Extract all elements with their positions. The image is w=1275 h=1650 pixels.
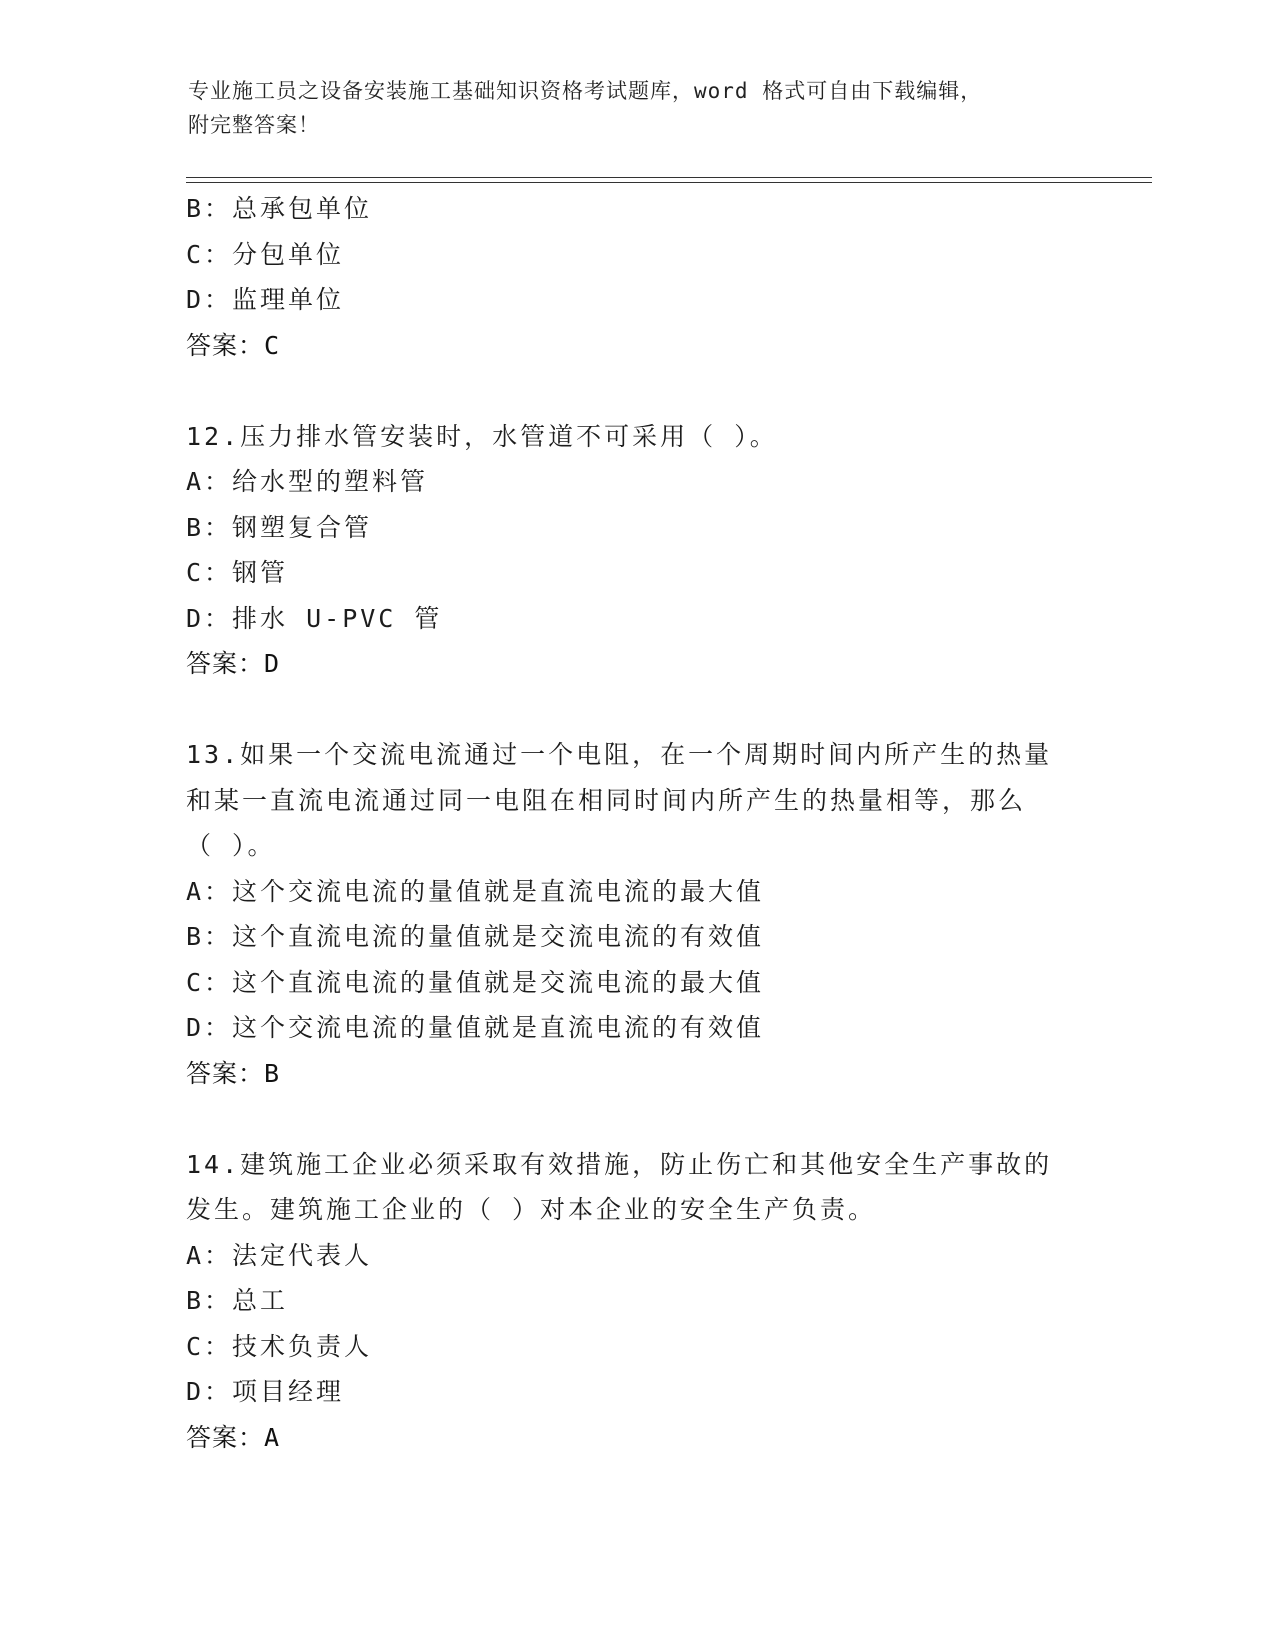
header-line-1: 专业施工员之设备安装施工基础知识资格考试题库，word 格式可自由下载编辑， <box>188 79 983 103</box>
option-c: C：分包单位 <box>186 239 345 269</box>
option-a: A：这个交流电流的量值就是直流电流的最大值 <box>186 876 765 906</box>
question-stem-line-2: 发生。建筑施工企业的（ ）对本企业的安全生产负责。 <box>186 1195 877 1224</box>
question-12 <box>186 414 1086 687</box>
spacer <box>186 368 1086 414</box>
answer-value: B <box>264 1058 281 1088</box>
page-header <box>188 74 1088 142</box>
question-list <box>186 186 1086 1460</box>
answer-value: A <box>264 1422 281 1452</box>
answer-value: C <box>264 330 281 360</box>
header-divider <box>186 177 1152 183</box>
answer-line <box>186 323 1086 369</box>
answer-label: 答案： <box>186 649 265 678</box>
answer-label: 答案： <box>186 1058 265 1088</box>
option-a: A：给水型的塑料管 <box>186 467 429 496</box>
question-stem-line-2: 和某一直流电流通过同一电阻在相同时间内所产生的热量相等，那么 <box>186 785 1027 815</box>
question-14 <box>186 1142 1086 1461</box>
answer-label: 答案： <box>186 1422 265 1452</box>
option-c: C：技术负责人 <box>186 1331 373 1361</box>
option-c: C：这个直流电流的量值就是交流电流的最大值 <box>186 967 765 997</box>
answer-line <box>186 1051 1086 1097</box>
option-b: B：总工 <box>186 1286 289 1315</box>
option-d: D：监理单位 <box>186 285 345 314</box>
spacer <box>186 1096 1086 1142</box>
option-c: C：钢管 <box>186 558 289 587</box>
option-d: D：这个交流电流的量值就是直流电流的有效值 <box>186 1013 765 1042</box>
answer-line <box>186 641 1086 687</box>
question-stem: 12.压力排水管安装时，水管道不可采用（ ）。 <box>186 421 778 451</box>
option-a: A：法定代表人 <box>186 1240 373 1270</box>
question-13 <box>186 732 1086 1096</box>
answer-line <box>186 1415 1086 1461</box>
option-d: D：项目经理 <box>186 1377 345 1406</box>
question-11 <box>186 186 1086 368</box>
question-stem-line-1: 13.如果一个交流电流通过一个电阻，在一个周期时间内所产生的热量 <box>186 740 1053 769</box>
answer-label: 答案： <box>186 330 265 360</box>
option-b: B：这个直流电流的量值就是交流电流的有效值 <box>186 922 765 951</box>
answer-value: D <box>264 649 281 678</box>
option-d: D：排水 U-PVC 管 <box>186 603 443 633</box>
spacer <box>186 687 1086 733</box>
option-b: B：总承包单位 <box>186 194 373 223</box>
option-b: B：钢塑复合管 <box>186 512 373 542</box>
question-stem-line-3: （ ）。 <box>186 831 276 860</box>
question-stem-line-1: 14.建筑施工企业必须采取有效措施，防止伤亡和其他安全生产事故的 <box>186 1149 1053 1179</box>
header-line-2: 附完整答案！ <box>188 113 320 137</box>
